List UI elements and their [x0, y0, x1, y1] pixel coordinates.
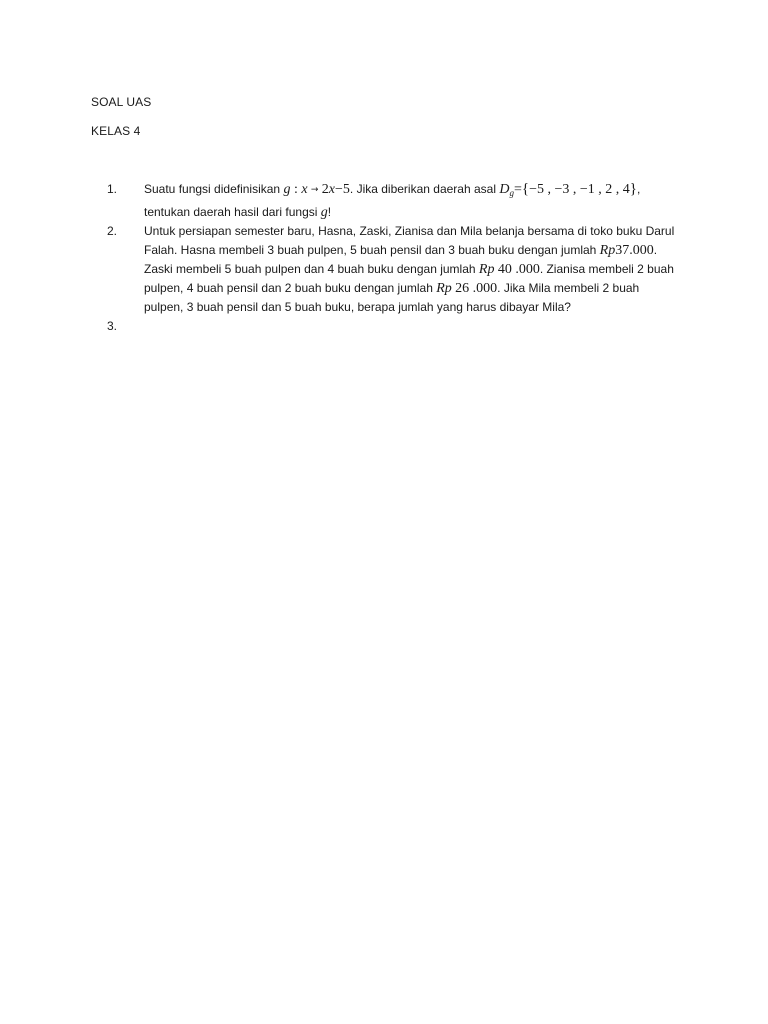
currency-symbol: Rp [478, 262, 495, 277]
equals-symbol: = [513, 182, 522, 197]
price-value: 37.000 [615, 243, 654, 258]
text-segment: ! [327, 205, 332, 219]
text-segment: Suatu fungsi didefinisikan [144, 182, 284, 196]
mapping-arrow: → [310, 185, 319, 195]
domain-values: −5 , −3 , −1 , 2 , 4 [529, 182, 630, 197]
text-segment: . Jika diberikan daerah asal [349, 182, 500, 196]
text-segment: Untuk persiapan semester baru, Hasna, Zaski, Zianisa dan Mila belanja bersama di toko buku Darul Falah. Hasna membeli 3 buah pulpen, 5 buah pensil dan 3 buah buku dengan jumlah [144, 224, 675, 257]
question-text [144, 180, 680, 222]
domain-symbol: D [499, 182, 510, 197]
price-value: 40 .000 [497, 262, 540, 277]
colon-symbol: : [290, 182, 302, 197]
text-segment: , tentukan daerah hasil dari fungsi [144, 182, 641, 219]
text-segment: . Zianisa membeli 2 buah pulpen, 4 buah pensil dan 2 buah buku dengan jumlah [144, 262, 674, 295]
question-number: 3. [107, 319, 118, 333]
question-text [144, 317, 680, 336]
text-segment: . Zaski membeli 5 buah pulpen dan 4 buah buku dengan jumlah [144, 243, 658, 276]
document-title: SOAL UAS [91, 95, 152, 109]
expression-coefficient: 2 [321, 182, 329, 197]
question-3 [0, 317, 768, 336]
question-number: 2. [107, 224, 118, 238]
expression-variable: x [328, 182, 335, 197]
function-name: g [283, 182, 291, 197]
question-2 [0, 222, 768, 317]
set-open-bracket: { [521, 181, 530, 197]
set-close-bracket: } [629, 181, 637, 197]
function-name: g [320, 205, 328, 220]
variable-x: x [301, 182, 308, 197]
currency-symbol: Rp [436, 281, 452, 296]
question-number: 1. [107, 182, 118, 196]
currency-symbol: Rp [599, 243, 616, 258]
domain-subscript: g [509, 188, 514, 198]
class-label: KELAS 4 [91, 124, 141, 138]
question-list [0, 180, 768, 336]
expression-constant: −5 [335, 182, 350, 197]
text-segment: . Jika Mila membeli 2 buah pulpen, 3 buah pensil dan 5 buah buku, berapa jumlah yang harus dibayar Mila? [144, 281, 640, 314]
price-value: 26 .000 [455, 281, 498, 296]
question-1 [0, 180, 768, 222]
question-text [144, 222, 680, 317]
